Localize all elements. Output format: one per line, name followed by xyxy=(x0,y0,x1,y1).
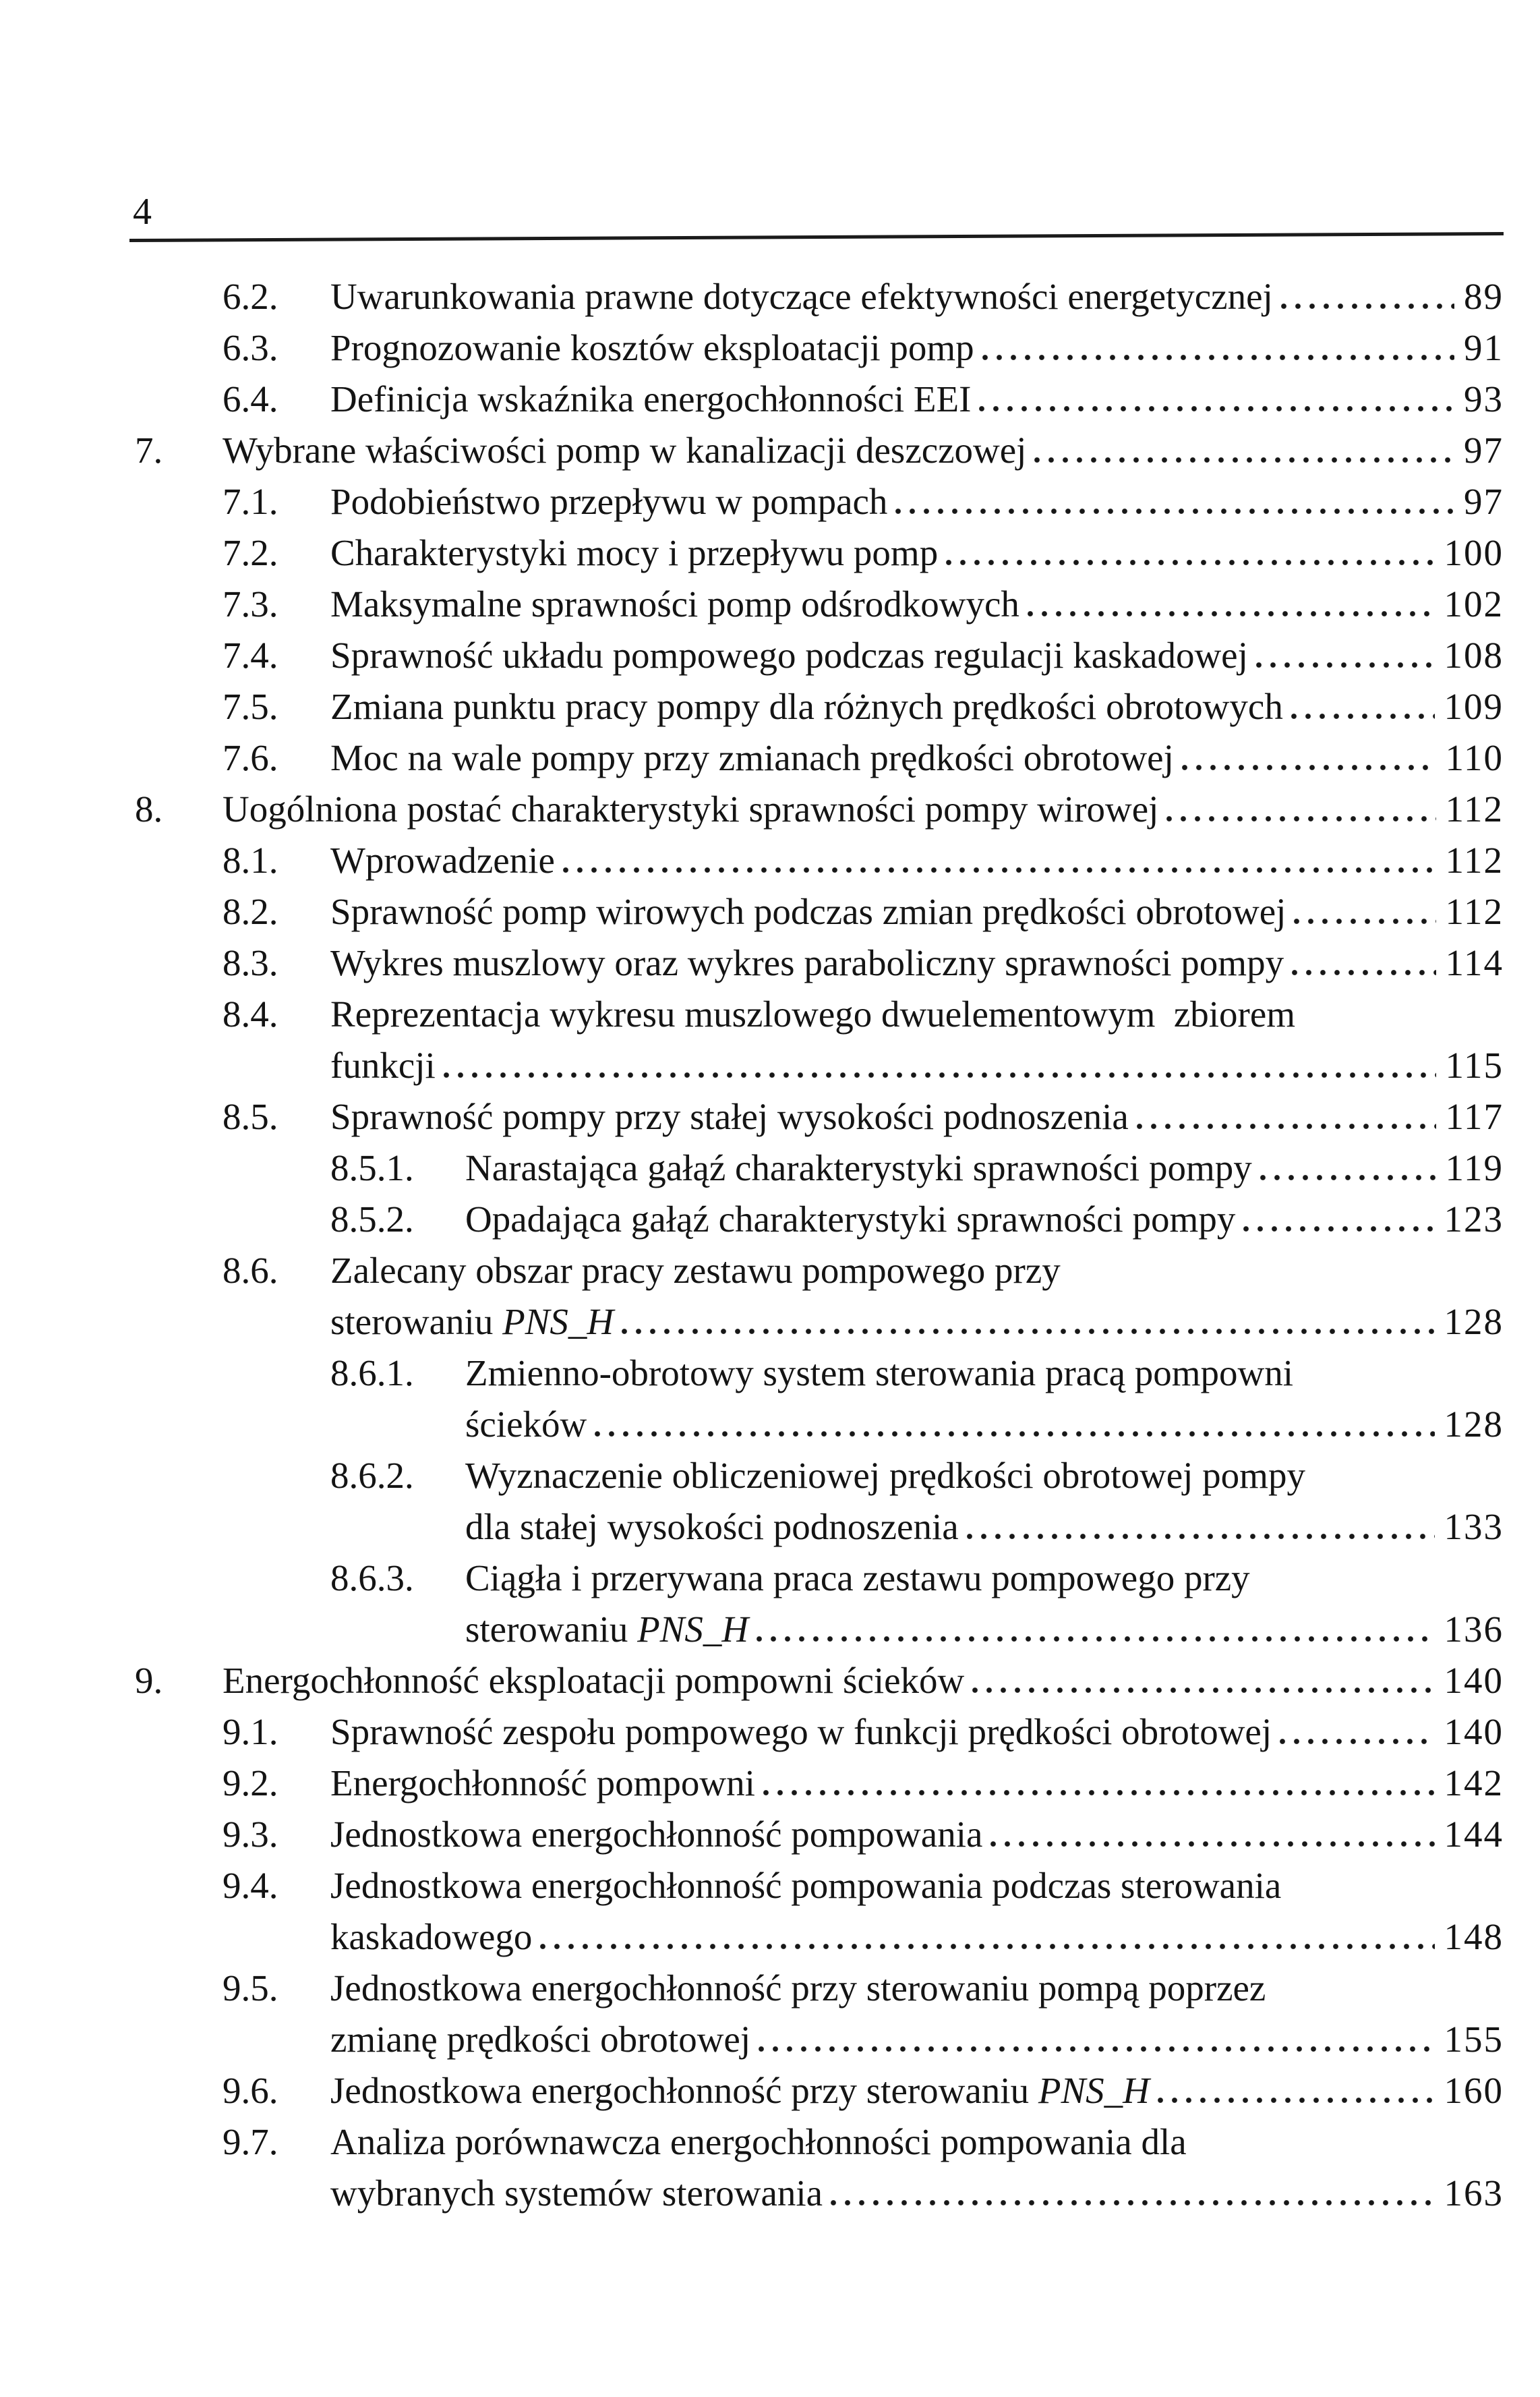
dot-leader xyxy=(967,1534,1435,1539)
toc-entry-page-number: 163 xyxy=(1444,2172,1504,2214)
dot-leader xyxy=(759,2046,1434,2052)
toc-row xyxy=(0,1501,1504,1553)
toc-entry-number: 9.4. xyxy=(223,1865,278,1906)
toc-entry-page-number: 110 xyxy=(1445,737,1504,778)
toc-row xyxy=(0,527,1504,579)
dot-leader xyxy=(895,509,1454,514)
toc-entry-page-number: 133 xyxy=(1444,1506,1504,1547)
toc-row xyxy=(0,1399,1504,1450)
toc-row xyxy=(0,1450,1504,1501)
toc-entry-page-number: 136 xyxy=(1444,1609,1504,1650)
toc-entry-title: Charakterystyki mocy i przepływu pomp xyxy=(330,532,939,573)
dot-leader xyxy=(831,2200,1434,2205)
dot-leader xyxy=(1280,1739,1434,1744)
dot-leader xyxy=(444,1072,1436,1078)
toc-entry-title: Uogólniona postać charakterystyki sprawności pompy wirowej xyxy=(223,788,1159,830)
toc-entry-title: Ciągła i przerywana praca zestawu pompowego przy xyxy=(465,1557,1250,1598)
toc-entry-page-number: 148 xyxy=(1444,1916,1504,1957)
toc-row xyxy=(0,1040,1504,1091)
toc-row xyxy=(0,322,1504,374)
toc-entry-page-number: 112 xyxy=(1445,891,1504,932)
toc-entry-number: 8.2. xyxy=(223,891,278,932)
toc-row xyxy=(0,886,1504,937)
toc-row xyxy=(0,1604,1504,1655)
toc-entry-title: Energochłonność eksploatacji pompowni ścieków xyxy=(223,1660,965,1701)
toc-entry-page-number: 112 xyxy=(1445,840,1504,881)
dot-leader xyxy=(1260,1175,1436,1180)
toc-row xyxy=(0,579,1504,630)
toc-entry-title: Sprawność układu pompowego podczas regulacji kaskadowej xyxy=(330,635,1248,676)
toc-entry-title: wybranych systemów sterowania xyxy=(330,2172,823,2214)
toc-entry-number: 9.2. xyxy=(223,1762,278,1803)
toc-entry-number: 8.5.2. xyxy=(330,1198,414,1240)
toc-entry-number: 8.6.3. xyxy=(330,1557,414,1598)
toc-row xyxy=(0,1143,1504,1194)
dot-leader xyxy=(1028,611,1435,616)
toc-row xyxy=(0,1860,1504,1911)
dot-leader xyxy=(946,560,1434,565)
toc-entry-page-number: 91 xyxy=(1464,327,1504,368)
toc-entry-title: sterowaniu xyxy=(465,1609,638,1650)
toc-entry-number: 7.4. xyxy=(223,635,278,676)
toc-entry-number: 8.6.2. xyxy=(330,1455,414,1496)
dot-leader xyxy=(1243,1226,1434,1232)
toc-entry-title: Wykres muszlowy oraz wykres paraboliczny sprawności pompy xyxy=(330,942,1284,983)
toc-entry-page-number: 140 xyxy=(1444,1711,1504,1752)
toc-row xyxy=(0,1911,1504,1963)
toc-entry-number: 8.6. xyxy=(223,1250,278,1291)
dot-leader xyxy=(1256,662,1435,668)
toc-entry-page-number: 112 xyxy=(1445,788,1504,830)
dot-leader xyxy=(1034,457,1454,463)
toc-entry-title: Opadająca gałąź charakterystyki sprawności pompy xyxy=(465,1198,1236,1240)
toc-entry-page-number: 144 xyxy=(1444,1814,1504,1855)
dot-leader xyxy=(972,1687,1434,1693)
toc-entry-number: 8.5.1. xyxy=(330,1147,414,1188)
toc-entry-title: ścieków xyxy=(465,1404,587,1445)
toc-row xyxy=(0,1348,1504,1399)
toc-row xyxy=(0,1553,1504,1604)
toc-row xyxy=(0,937,1504,989)
toc-row xyxy=(0,1245,1504,1296)
toc-entry-page-number: 160 xyxy=(1444,2070,1504,2111)
toc-row xyxy=(0,835,1504,886)
toc-row xyxy=(0,1758,1504,1809)
toc-entry-title: Definicja wskaźnika energochłonności EEI xyxy=(330,378,972,420)
toc-row xyxy=(0,2116,1504,2168)
dot-leader xyxy=(763,1790,1435,1795)
page-header xyxy=(133,193,152,231)
toc-entry-page-number: 119 xyxy=(1445,1147,1504,1188)
dot-leader xyxy=(1137,1124,1436,1129)
toc-entry-title: Sprawność zespołu pompowego w funkcji prędkości obrotowej xyxy=(330,1711,1272,1752)
toc-entry-title: funkcji xyxy=(330,1045,436,1086)
toc-row xyxy=(0,2065,1504,2116)
toc-row xyxy=(0,1091,1504,1143)
toc-entry-page-number: 108 xyxy=(1444,635,1504,676)
dot-leader xyxy=(1158,2098,1435,2103)
toc-row xyxy=(0,1706,1504,1758)
dot-leader xyxy=(622,1329,1434,1334)
toc-row xyxy=(0,732,1504,784)
toc-entry-number: 9. xyxy=(135,1660,163,1701)
toc-entry-page-number: 97 xyxy=(1464,430,1504,471)
toc-entry-title: Zalecany obszar pracy zestawu pompowego przy xyxy=(330,1250,1061,1291)
toc-row xyxy=(0,1296,1504,1348)
toc-entry-page-number: 115 xyxy=(1445,1045,1504,1086)
dot-leader xyxy=(563,867,1436,873)
toc-entry-page-number: 117 xyxy=(1445,1096,1504,1137)
page-number: 4 xyxy=(133,191,152,233)
toc-entry-title: Prognozowanie kosztów eksploatacji pomp xyxy=(330,327,974,368)
dot-leader xyxy=(1166,816,1435,821)
dot-leader xyxy=(757,1636,1434,1642)
toc-entry-title-italic: PNS_H xyxy=(502,1301,614,1342)
toc-entry-page-number: 102 xyxy=(1444,583,1504,625)
toc-row xyxy=(0,476,1504,527)
header-rule xyxy=(129,232,1504,242)
toc-entry-number: 7. xyxy=(135,430,163,471)
toc-entry-number: 6.2. xyxy=(223,276,278,317)
toc-entry-title: Zmienno-obrotowy system sterowania pracą pompowni xyxy=(465,1352,1294,1393)
toc-entry-title: Wyznaczenie obliczeniowej prędkości obrotowej pompy xyxy=(465,1455,1305,1496)
toc-entry-number: 7.2. xyxy=(223,532,278,573)
dot-leader xyxy=(1294,919,1435,924)
toc-entry-number: 9.3. xyxy=(223,1814,278,1855)
toc-row xyxy=(0,989,1504,1040)
toc-row xyxy=(0,1194,1504,1245)
toc-row xyxy=(0,1963,1504,2014)
toc-entry-title: Reprezentacja wykresu muszlowego dwuelementowym zbiorem xyxy=(330,993,1296,1035)
dot-leader xyxy=(540,1944,1434,1949)
toc-entry-number: 8.4. xyxy=(223,993,278,1035)
toc-row xyxy=(0,2014,1504,2065)
toc-entry-page-number: 89 xyxy=(1464,276,1504,317)
toc-entry-page-number: 93 xyxy=(1464,378,1504,420)
toc-entry-number: 8. xyxy=(135,788,163,830)
toc-entry-title: Sprawność pompy przy stałej wysokości podnoszenia xyxy=(330,1096,1129,1137)
dot-leader xyxy=(1291,714,1435,719)
toc-row xyxy=(0,784,1504,835)
toc-entry-title: kaskadowego xyxy=(330,1916,533,1957)
toc-entry-number: 8.5. xyxy=(223,1096,278,1137)
toc-entry-number: 9.6. xyxy=(223,2070,278,2111)
toc-row xyxy=(0,681,1504,732)
toc-entry-number: 9.5. xyxy=(223,1967,278,2009)
toc-row xyxy=(0,630,1504,681)
toc-entry-number: 7.6. xyxy=(223,737,278,778)
toc-row xyxy=(0,1655,1504,1706)
toc-entry-number: 6.3. xyxy=(223,327,278,368)
toc-row xyxy=(0,1809,1504,1860)
toc-entry-page-number: 155 xyxy=(1444,2019,1504,2060)
toc-entry-title-italic: PNS_H xyxy=(1038,2070,1150,2111)
dot-leader xyxy=(1182,765,1436,770)
dot-leader xyxy=(982,355,1454,360)
toc-entry-page-number: 140 xyxy=(1444,1660,1504,1701)
toc-entry-page-number: 142 xyxy=(1444,1762,1504,1803)
toc-entry-page-number: 128 xyxy=(1444,1404,1504,1445)
toc-entry-title: Analiza porównawcza energochłonności pompowania dla xyxy=(330,2121,1187,2162)
toc-entry-page-number: 100 xyxy=(1444,532,1504,573)
toc-row xyxy=(0,2168,1504,2219)
dot-leader xyxy=(595,1431,1434,1437)
toc-entry-number: 7.5. xyxy=(223,686,278,727)
toc-row xyxy=(0,271,1504,322)
toc-entry-number: 8.6.1. xyxy=(330,1352,414,1393)
toc-entry-title: Energochłonność pompowni xyxy=(330,1762,755,1803)
toc-entry-title: Jednostkowa energochłonność pompowania podczas sterowania xyxy=(330,1865,1282,1906)
toc-entry-number: 9.7. xyxy=(223,2121,278,2162)
toc-entry-number: 7.1. xyxy=(223,481,278,522)
toc-entry-page-number: 128 xyxy=(1444,1301,1504,1342)
toc-entry-title: Maksymalne sprawności pomp odśrodkowych xyxy=(330,583,1019,625)
toc-entry-number: 6.4. xyxy=(223,378,278,420)
toc-entry-title: Zmiana punktu pracy pompy dla różnych prędkości obrotowych xyxy=(330,686,1283,727)
toc-entry-title: dla stałej wysokości podnoszenia xyxy=(465,1506,959,1547)
toc-entry-title: Jednostkowa energochłonność pompowania xyxy=(330,1814,983,1855)
dot-leader xyxy=(1281,304,1454,309)
toc-entry-title: Podobieństwo przepływu w pompach xyxy=(330,481,888,522)
toc-entry-number: 8.1. xyxy=(223,840,278,881)
toc-entry-title-italic: PNS_H xyxy=(637,1609,749,1650)
toc-entry-number: 8.3. xyxy=(223,942,278,983)
toc-entry-title: Wybrane właściwości pomp w kanalizacji deszczowej xyxy=(223,430,1027,471)
toc-entry-title: Narastająca gałąź charakterystyki sprawności pompy xyxy=(465,1147,1252,1188)
toc-row xyxy=(0,374,1504,425)
toc-entry-title: Uwarunkowania prawne dotyczące efektywności energetycznej xyxy=(330,276,1273,317)
toc-entry-number: 7.3. xyxy=(223,583,278,625)
toc-entry-number: 9.1. xyxy=(223,1711,278,1752)
dot-leader xyxy=(1292,970,1435,975)
toc-entry-title: Sprawność pomp wirowych podczas zmian prędkości obrotowej xyxy=(330,891,1286,932)
toc-entry-page-number: 109 xyxy=(1444,686,1504,727)
toc-entry-title: Jednostkowa energochłonność przy sterowaniu pompą poprzez xyxy=(330,1967,1266,2009)
toc-entry-page-number: 114 xyxy=(1445,942,1504,983)
table-of-contents xyxy=(0,271,1504,2219)
toc-entry-title: Moc na wale pompy przy zmianach prędkości obrotowej xyxy=(330,737,1174,778)
toc-row xyxy=(0,425,1504,476)
toc-entry-title: Jednostkowa energochłonność przy sterowaniu xyxy=(330,2070,1038,2111)
toc-entry-title: zmianę prędkości obrotowej xyxy=(330,2019,751,2060)
dot-leader xyxy=(990,1841,1434,1847)
toc-entry-title: Wprowadzenie xyxy=(330,840,555,881)
toc-entry-page-number: 97 xyxy=(1464,481,1504,522)
toc-entry-title: sterowaniu xyxy=(330,1301,503,1342)
toc-entry-page-number: 123 xyxy=(1444,1198,1504,1240)
dot-leader xyxy=(979,406,1454,411)
